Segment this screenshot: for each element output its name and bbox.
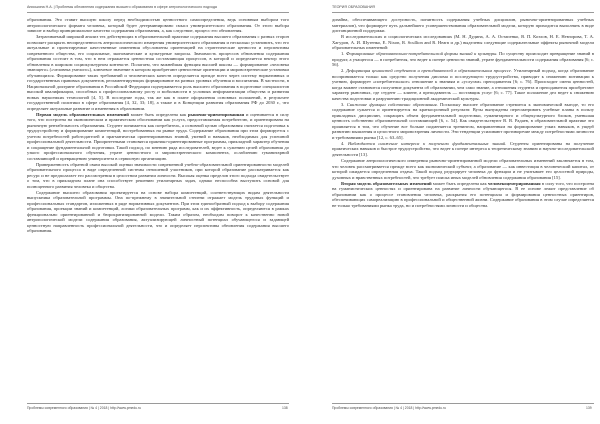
paragraph: Содержание высшего образования проектируется на основе набора компетенций, соответствующих видам деятельности выпускника образовательной программы. Она по-прежнему в значительной степени отражает модель трудовых функций и профессиональных стандартов, изложенных в ряде нормативных документов. При этом единообразный подход к выбору содержания образования, проекции знаний и компетенций, логики образовательных программ, как и их эффективность, определяются в рамках функционально ориентированной и бюрократизированной модели. Таким образом, необходим поворот к качественно новой антропологической модели содержания образования, актуализирующей личностный потенциал обучающегося и задающей ценностную направленность профессиональной деятельности, что и определяет перспективы обновления содержания высшего образования. bbox=[27, 189, 289, 234]
footer-rule-left bbox=[27, 403, 289, 404]
paragraph: 2. Деформация ценностей студентов и преподавателей в образовательном процессе. Утилитарный подход, когда образование воспринимается только как средство получения диплома и последующего трудоустройства, приводит к снижению мотивации к учению, формирует «потребительское» отношение к знаниям и «услугам» преподавателя [6; с. 76]. Происходит смена ценностей, когда важнее становится получение документа об образовании, чем само знание, а отношения студента и преподавателя приобретают характер рыночных, где студент — клиент, а преподаватель — поставщик услуг [6; с. 77]. Такое положение дел ведет к снижению качества подготовки и разрушению традиционной академической культуры. bbox=[332, 68, 594, 101]
page-number-right: 139 bbox=[586, 406, 592, 410]
paragraph: Затрагиваемый широкий анализ тех действующих в образовательной практике содержания высшего образования с разных сторон позволяет раскрыть неопределенность антропологического измерения университетского образования и несколько установить, что его актуальные и проектируемые качественные изменения обусловлены ориентацией на стратегические ценности и перспективы современного общества, его социальные, экономические и культурные запросы. Значимость процессов обновления содержания образования состоит в том, что в нем отражается ценностная составляющая процессов, в которой и определяется вектор этого обновления в широком социокультурном контексте. Полагаем, что важнейшая функция высшей школы — формирование «человека знающего» («человека умелого»), ключевое значение в котором приобретают ценностные ориентации и мировоззренческие установки обучающихся. Формирование таких требований и человеческих качеств определяется прежде всего через систему нормативных и государственных правовых документов, регламентирующих формирование на разных уровнях обучения и воспитания. В частности, в Национальной доктрине образования в Российской Федерации подчеркивается роль высшего образования в подготовке специалистов высокой квалификации, способных к профессиональному росту и мобильности в условиях информатизации общества и развития новых наукоемких технологий [4, 5]. В последние годы, так же как в плане оформления основных положений, в результате государственной политики в сфере образования [4, 32, 33; 18], а также и в Концепции развития образования РФ до 2030 г., что определяет актуальные развитие и изменения в образовании. bbox=[27, 34, 289, 111]
paragraph: образования. Это ставит высшую школу перед необходимостью ценностного самоопределения, ведь основным выбором того антропологического формата человека, который будет детерминировано смысл университетского образования. От этого выбора зависит и выбор принципиальное качество содержания образования, а, как следствие, процесс его обновления. bbox=[27, 17, 289, 33]
footer-left: Проблемы современного образования | № 4 | 2018 | http://www.pmedu.ru bbox=[27, 406, 142, 410]
footer-right: Проблемы современного образования | № 4 | 2018 | http://www.pmedu.ru bbox=[332, 406, 447, 410]
running-header-left: Аниськина Н.А. | Проблемы обновления содержания высшего образования в сфере антропологического подхода bbox=[27, 5, 217, 9]
paragraph: Содержание антропологического измерения рыночно-ориентированной модели образовательных изменений заключается в том, что человек рассматривается прежде всего как экономический субъект, а образование — как инвестиция в человеческий капитал, от которой ожидается определенная отдача. Такой подход редуцирует человека до функции и не учитывает его целостной природы, духовных и нравственных потребностей, что требует поиска иных моделей обновления содержания образования [15]. bbox=[332, 158, 594, 180]
paragraph: В исследовательских и социологических исследованиях (М. Н. Дудина, А. А. Остапенко, В. П. Козлов, Н. Е. Невзорова, Т. А. Хагуров, А. И. Шутенко, E. Nixon, R. Scullion and R. Hearn и др.) выделены следующие содержательные эффекты рыночной модели образовательных изменений: bbox=[332, 34, 594, 51]
paragraph: Вторая модель образовательных изменений может быть определена как человекоцентрированная в силу того, что построена на гуманистических ценностях и ориентирована на развитие личности обучающегося. В ее основе лежит представление об образовании как о процессе становления человека, раскрытия его потенциала и формирования ценностных ориентиров, обеспечивающих самореализацию в профессиональной и общественной жизни. Содержание образования в этом случае определяется не только требованиями рынка труда, но и потребностями личности и общества. bbox=[332, 180, 594, 208]
paragraph: 4. Наблюдается снижение интереса к получению фундаментальных знаний. Студенты ориентированы на получение практических навыков и быстрое трудоустройство, что ведет к потере интереса к теоретическому знанию и научно-исследовательской деятельности [13]. bbox=[332, 140, 594, 157]
left-page-body bbox=[27, 17, 289, 400]
paragraph: 1. Формирование образовательно-потребительской формы знаний и культуры. По существу происходит превращение знаний в продукт, а учащегося — в потребителя, что ведет к потере ценности знаний, утрате фундаментальности содержания образования [6; с. 56]. bbox=[332, 51, 594, 68]
page-number-left: 138 bbox=[282, 406, 288, 410]
header-rule-right bbox=[332, 12, 594, 13]
paragraph: Первая модель образовательных изменений может быть определена как рыночно-ориентированная и оценивается в силу того, что построена на экономическом и практическом обосновании как услуга, предоставляемая потребителю, и ориентирована на рыночную рентабельность образования. Студент понимается как потребитель, а основной целью образования считается подготовка к трудоустройству и формирование компетенций, востребованных на рынке труда. Содержание образования при этом формируется с учетом потребностей работодателей и прагматически ориентированных знаний, умений и навыков, необходимых для успешной профессиональной деятельности. Приоритетными становятся практико-ориентированные программы, прикладной характер обучения и сокращение фундаментальной подготовки. Такой подход, по мнению ряда исследователей, ведет к сужению целей образования до узкого профессионального обучения, утрате ценностного и мировоззренческого компонента, ослаблению гуманитарной составляющей и превращению университета в сервисную организацию. bbox=[27, 111, 289, 161]
header-rule-left bbox=[27, 12, 289, 13]
running-header-right: ТЕОРИЯ ОБРАЗОВАНИЯ bbox=[332, 5, 376, 9]
right-page-body bbox=[332, 17, 594, 400]
paragraph: 3. Снижение функции собственно образования. Поскольку высшее образование стремится к экономической выгоде, то его содержание сужается и ориентируется на краткосрочный результат. Вузы вынуждены пересматривать учебные планы в пользу прикладных дисциплин, сокращать объем фундаментальной подготовки, гуманитарного и общекультурного блоков, уменьшая ценность собственно образовательной составляющей [6, с. 54]. Как свидетельствуют В. В. Радаев, в образовательной практике это проявляется в том, что обучение все больше подменяется тренингом, направленным на формирование узких навыков, в ущерб развитию мышления и целостного мировоззрения личности. Эти тенденции усиливают противоречие между потребностями личности и требованиями рынка [12, с. 63–65]. bbox=[332, 101, 594, 140]
paragraph: дизайна, обеспечивающего доступность, понятность содержания учебных дисциплин, рыночно-ориентированных учебных материалов), что формирует путь дальнейшего усовершенствования образовательной модели, которую приходится выполнять в виде дистанционной поддержки. bbox=[332, 17, 594, 33]
footer-rule-right bbox=[332, 403, 594, 404]
paragraph: Приверженность обратной связи высокой оценки значимости современной учебно-образовательной ориентированности моделей образовательного процесса в виде определенной системы отношений участников, при которой образование рассматривается как ресурс и не предполагает его рассмотрения в целостном развитии личности. Высокая оценка пределов этого подхода свидетельствует о том, что в прикладном плане она способствует решению утилитарных задач, однако неспособна выступить основой для полноценного развития человека и общества. bbox=[27, 161, 289, 189]
